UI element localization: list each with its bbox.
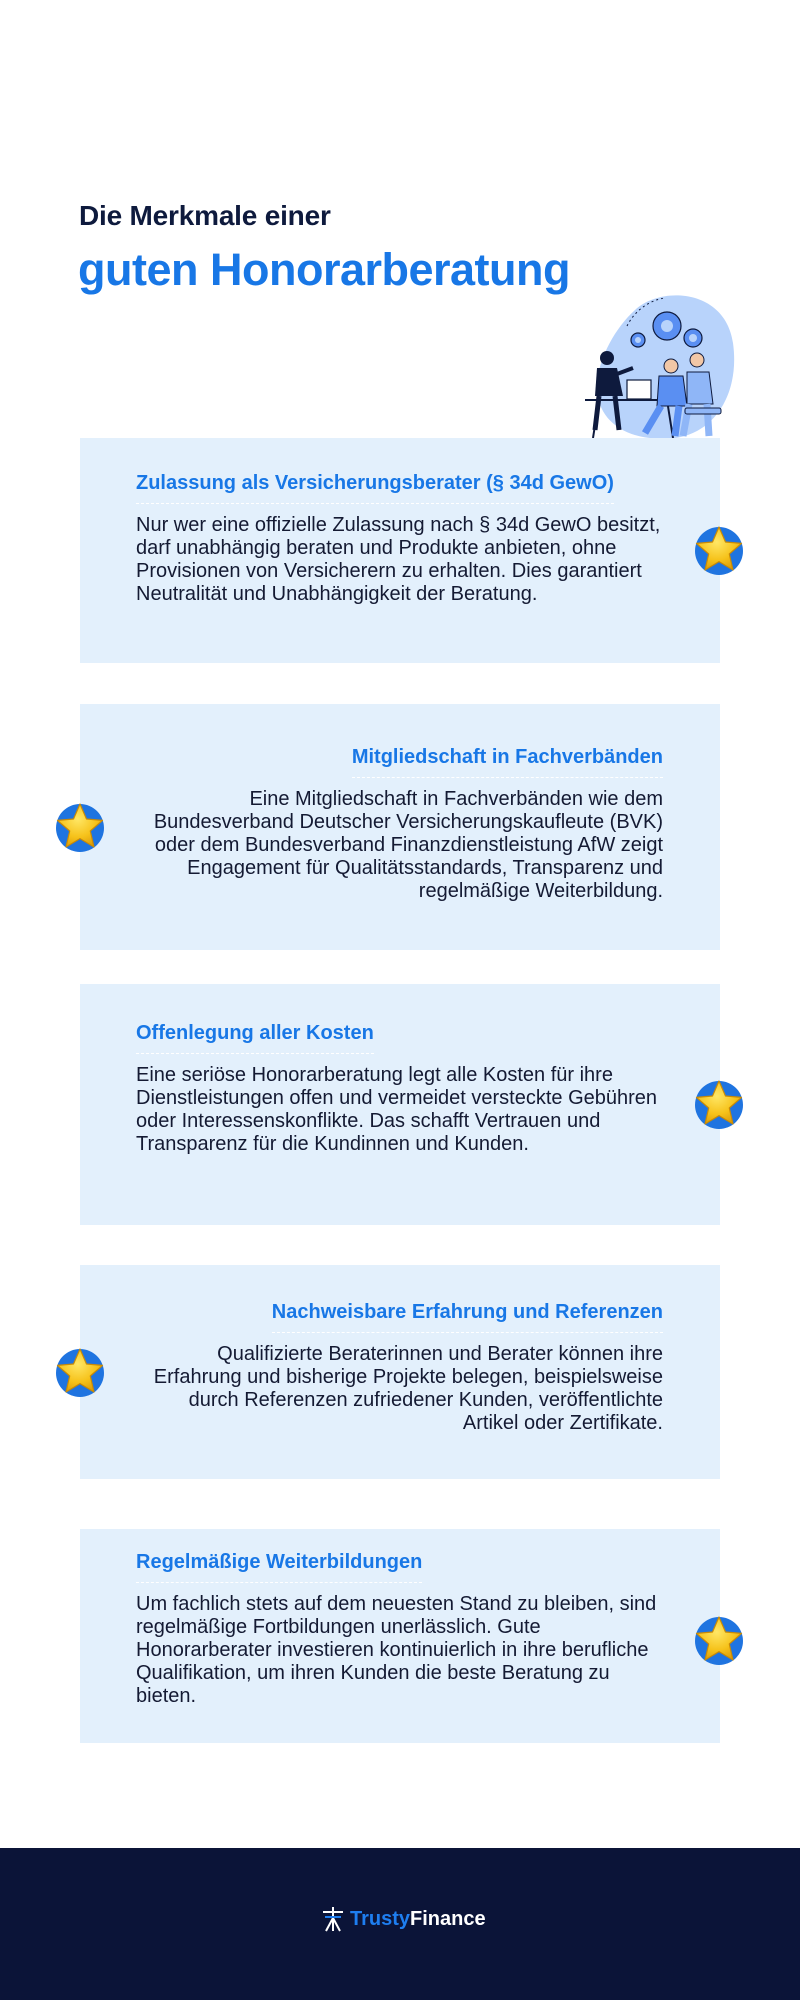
feature-card [80, 1529, 720, 1743]
brand-name-part1: Trusty [350, 1907, 411, 1930]
team-meeting-illustration [575, 288, 735, 450]
brand-name-part2: Finance [410, 1907, 486, 1930]
feature-card [80, 704, 720, 950]
card-text: Qualifizierte Beraterinnen und Berater können ihre Erfahrung und bisherige Projekte belegen, beispielsweise durch Referenzen zufriedener Kunden, veröffentlichte Artikel oder Zertifikate. [153, 1343, 663, 1434]
feature-card [80, 438, 720, 663]
feature-card [80, 984, 720, 1225]
card-title: Offenlegung aller Kosten [136, 1022, 374, 1054]
logo-icon [320, 1904, 346, 1934]
feature-card [80, 1265, 720, 1479]
star-icon [693, 1614, 745, 1666]
card-title: Zulassung als Versicherungsberater (§ 34d GewO) [136, 472, 614, 504]
star-icon [693, 524, 745, 576]
page-subtitle: Die Merkmale einer [79, 200, 331, 231]
page-title: guten Honorarberatung [78, 244, 570, 295]
card-text: Nur wer eine offizielle Zulassung nach § 34d GewO besitzt, darf unabhängig beraten und Produkte anbieten, ohne Provisionen von Versicherern zu erhalten. Dies garantiert Neutralität und Unabhängigkeit der Beratung. [136, 514, 661, 605]
card-text: Eine seriöse Honorarberatung legt alle Kosten für ihre Dienstleistungen offen und vermeidet versteckte Gebühren oder Interessenskonflikte. Das schafft Vertrauen und Transparenz für die Kundinnen und Kunden. [136, 1064, 658, 1155]
card-title: Regelmäßige Weiterbildungen [136, 1551, 422, 1583]
footer [0, 1848, 800, 2000]
card-text: Um fachlich stets auf dem neuesten Stand zu bleiben, sind regelmäßige Fortbildungen unerlässlich. Gute Honorarberater investieren kontinuierlich in ihre berufliche Qualifikation, um ihren Kunden die beste Beratung zu bieten. [136, 1593, 657, 1707]
star-icon [54, 801, 106, 853]
star-icon [54, 1346, 106, 1398]
card-text: Eine Mitgliedschaft in Fachverbänden wie dem Bundesverband Deutscher Versicherungskaufleute (BVK) oder dem Bundesverband Finanzdienstleistung AfW zeigt Engagement für Qualitätsstandards, Transparenz und regelmäßige Weiterbildung. [153, 788, 663, 902]
card-title: Nachweisbare Erfahrung und Referenzen [272, 1301, 663, 1333]
card-title: Mitgliedschaft in Fachverbänden [352, 746, 663, 778]
star-icon [693, 1078, 745, 1130]
brand-logo[interactable] [320, 1902, 486, 1936]
